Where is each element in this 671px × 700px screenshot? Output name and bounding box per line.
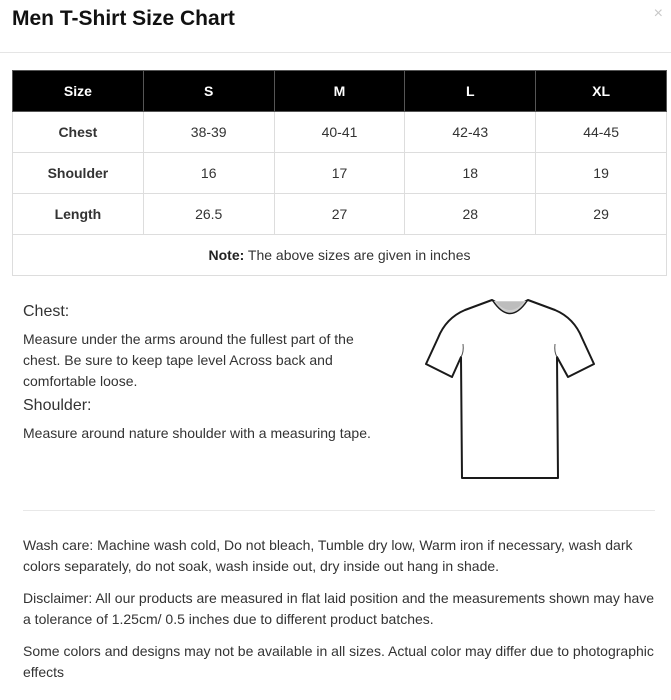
table-cell: 27 (274, 194, 405, 235)
table-cell: 19 (536, 153, 667, 194)
tshirt-icon (420, 294, 600, 486)
availability-text: Some colors and designs may not be available in all sizes. Actual color may differ due to photographic effects (23, 643, 654, 680)
table-cell: 29 (536, 194, 667, 235)
modal-title: Men T-Shirt Size Chart (12, 7, 235, 30)
row-label: Length (13, 194, 144, 235)
close-icon[interactable]: × (653, 5, 663, 22)
table-cell: 40-41 (274, 112, 405, 153)
shoulder-heading: Shoulder: (23, 397, 92, 414)
row-label: Chest (13, 112, 144, 153)
section-divider (23, 510, 655, 511)
column-header-xl: XL (536, 71, 667, 112)
disclaimer-text: Disclaimer: All our products are measured in flat laid position and the measurements shown may have a tolerance of 1.25cm/ 0.5 inches due to different product batches. (23, 590, 655, 627)
chest-instructions: Measure under the arms around the fullest part of the chest. Be sure to keep tape level Across back and comfortable loose. (23, 331, 354, 389)
table-row-shoulder (13, 153, 667, 194)
table-cell: 18 (405, 153, 536, 194)
size-chart-table (12, 70, 667, 276)
chest-heading: Chest: (23, 303, 70, 320)
note-label: Note: (208, 247, 245, 263)
column-header-l: L (405, 71, 536, 112)
table-row-chest (13, 112, 667, 153)
table-cell: 16 (143, 153, 274, 194)
table-note-row (13, 235, 667, 276)
table-row-length (13, 194, 667, 235)
table-cell: 17 (274, 153, 405, 194)
table-cell: 28 (405, 194, 536, 235)
modal-header (0, 0, 671, 53)
table-cell: 44-45 (536, 112, 667, 153)
shoulder-instructions: Measure around nature shoulder with a measuring tape. (23, 425, 371, 441)
table-cell: 26.5 (143, 194, 274, 235)
size-note (13, 235, 667, 276)
column-header-m: M (274, 71, 405, 112)
table-header-row (13, 71, 667, 112)
measuring-guide (23, 302, 383, 448)
care-info (23, 535, 663, 694)
table-cell: 42-43 (405, 112, 536, 153)
table-cell: 38-39 (143, 112, 274, 153)
column-header-s: S (143, 71, 274, 112)
row-label: Shoulder (13, 153, 144, 194)
note-text: The above sizes are given in inches (244, 247, 471, 263)
column-header-size: Size (13, 71, 144, 112)
wash-care-text: Wash care: Machine wash cold, Do not bleach, Tumble dry low, Warm iron if necessary, wash dark colors separately, do not soak, wash inside out, dry inside out hang in shade. (23, 537, 633, 574)
